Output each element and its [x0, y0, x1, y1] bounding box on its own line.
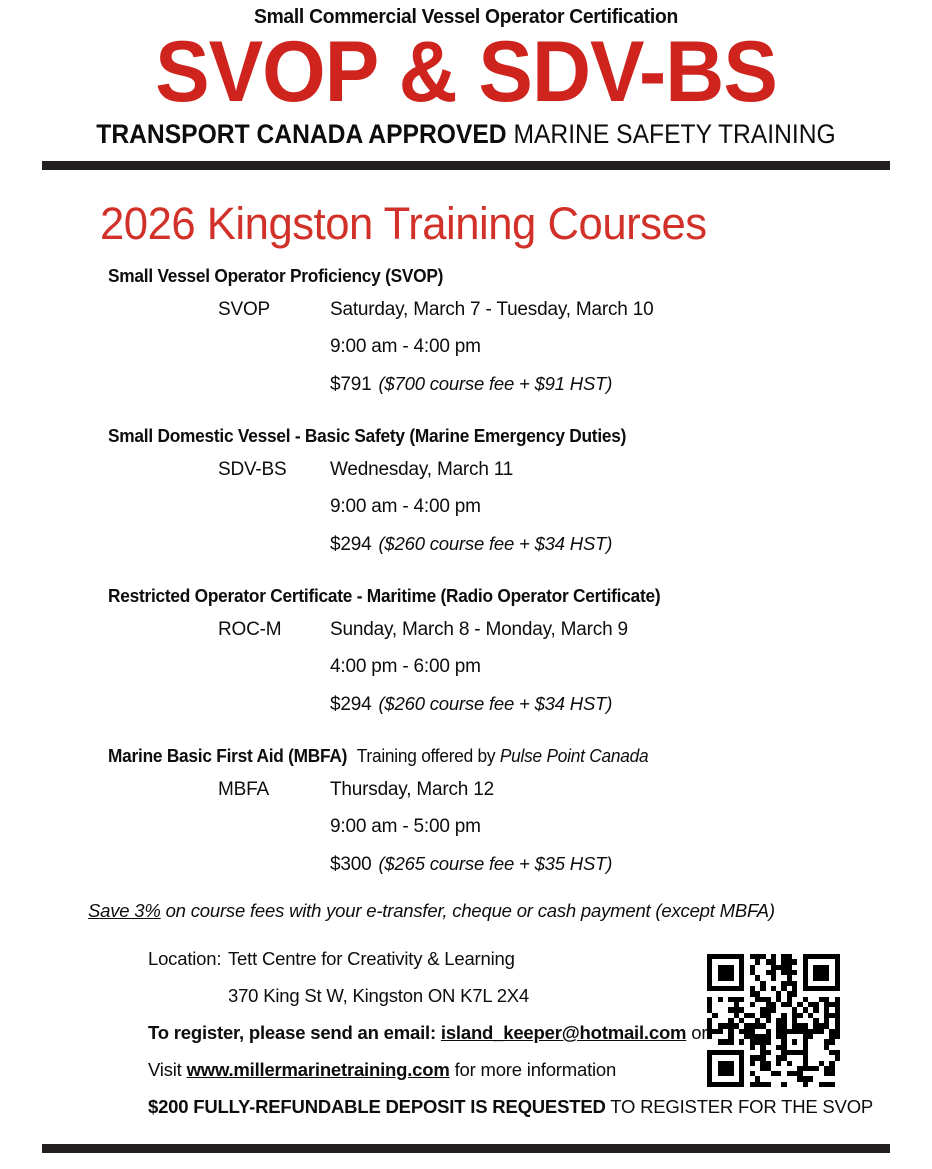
header-divider — [42, 161, 890, 170]
deposit-amount-text: $200 FULLY-REFUNDABLE DEPOSIT IS REQUESTED — [148, 1096, 606, 1118]
location-venue: Tett Centre for Creativity & Learning — [228, 948, 515, 970]
discount-amount: Save 3% — [88, 900, 161, 922]
course-row — [0, 816, 932, 853]
course-heading: Restricted Operator Certificate - Maritime (Radio Operator Certificate) — [108, 586, 661, 607]
course-price-total: $294 — [330, 694, 372, 716]
course-heading: Small Vessel Operator Proficiency (SVOP) — [108, 266, 444, 287]
masthead-subtitle-light: MARINE SAFETY TRAINING — [506, 119, 836, 150]
course-heading-suffix: Training offered by — [356, 746, 500, 767]
course-heading-provider: Pulse Point Canada — [499, 746, 649, 767]
deposit-line — [148, 1096, 932, 1133]
course-code: ROC-M — [218, 619, 282, 641]
course-dates: Thursday, March 12 — [330, 779, 494, 801]
course-rows — [0, 619, 932, 730]
course-rows — [0, 779, 932, 890]
course-row — [0, 619, 932, 656]
location-address: 370 King St W, Kingston ON K7L 2X4 — [228, 985, 530, 1007]
course-price-total: $300 — [330, 854, 372, 876]
course-rows — [0, 459, 932, 570]
course-price-breakdown: ($260 course fee + $34 HST) — [378, 533, 613, 555]
course-row — [0, 459, 932, 496]
course-heading: Small Domestic Vessel - Basic Safety (Marine Emergency Duties) — [108, 426, 627, 447]
visit-suffix: for more information — [449, 1059, 617, 1081]
course-price — [330, 373, 612, 396]
qr-code-icon[interactable] — [707, 954, 840, 1087]
section-title: 2026 Kingston Training Courses — [100, 198, 707, 250]
course-row — [0, 853, 932, 890]
course-heading-main: Marine Basic First Aid (MBFA) — [108, 746, 348, 767]
course-price — [330, 853, 612, 876]
masthead-kicker: Small Commercial Vessel Operator Certification — [254, 5, 678, 28]
course-block-svop — [0, 266, 932, 410]
course-dates: Wednesday, March 11 — [330, 459, 514, 481]
course-price-breakdown: ($260 course fee + $34 HST) — [378, 693, 613, 715]
course-rows — [0, 299, 932, 410]
course-heading — [108, 746, 899, 767]
course-row — [0, 533, 932, 570]
course-price-total: $791 — [330, 374, 372, 396]
course-row — [0, 693, 932, 730]
course-row — [0, 299, 932, 336]
course-price-breakdown: ($265 course fee + $35 HST) — [378, 853, 613, 875]
footer-divider — [42, 1144, 890, 1153]
course-dates: Saturday, March 7 - Tuesday, March 10 — [330, 299, 654, 321]
discount-note — [88, 900, 932, 922]
deposit-rest-text: TO REGISTER FOR THE SVOP — [605, 1096, 874, 1118]
course-row — [0, 656, 932, 693]
course-block-sdvbs — [0, 426, 932, 570]
location-label: Location: — [148, 948, 222, 970]
masthead — [0, 0, 932, 170]
course-dates: Sunday, March 8 - Monday, March 9 — [330, 619, 628, 641]
website-link[interactable]: www.millermarinetraining.com — [186, 1059, 450, 1081]
page-title: SVOP & SDV-BS — [155, 23, 777, 120]
course-code: MBFA — [218, 779, 269, 801]
course-row — [0, 336, 932, 373]
register-prefix: To register, please send an email: — [148, 1022, 441, 1044]
discount-note-text: on course fees with your e-transfer, cheque or cash payment (except MBFA) — [160, 900, 775, 922]
course-block-rocm — [0, 586, 932, 730]
course-row — [0, 373, 932, 410]
course-time: 9:00 am - 4:00 pm — [330, 336, 481, 358]
course-price-total: $294 — [330, 534, 372, 556]
course-time: 4:00 pm - 6:00 pm — [330, 656, 481, 678]
course-row — [0, 496, 932, 533]
masthead-subtitle — [33, 119, 900, 151]
course-time: 9:00 am - 5:00 pm — [330, 816, 481, 838]
register-suffix: or — [686, 1022, 708, 1044]
course-row — [0, 779, 932, 816]
visit-prefix: Visit — [148, 1059, 187, 1081]
course-code: SVOP — [218, 299, 270, 321]
email-link[interactable]: island_keeper@hotmail.com — [440, 1022, 687, 1044]
course-block-mbfa — [0, 746, 932, 890]
course-price — [330, 533, 612, 556]
course-code: SDV-BS — [218, 459, 287, 481]
course-price-breakdown: ($700 course fee + $91 HST) — [378, 373, 613, 395]
course-time: 9:00 am - 4:00 pm — [330, 496, 481, 518]
masthead-subtitle-bold: TRANSPORT CANADA APPROVED — [96, 119, 507, 150]
footer — [0, 948, 932, 1133]
course-price — [330, 693, 612, 716]
